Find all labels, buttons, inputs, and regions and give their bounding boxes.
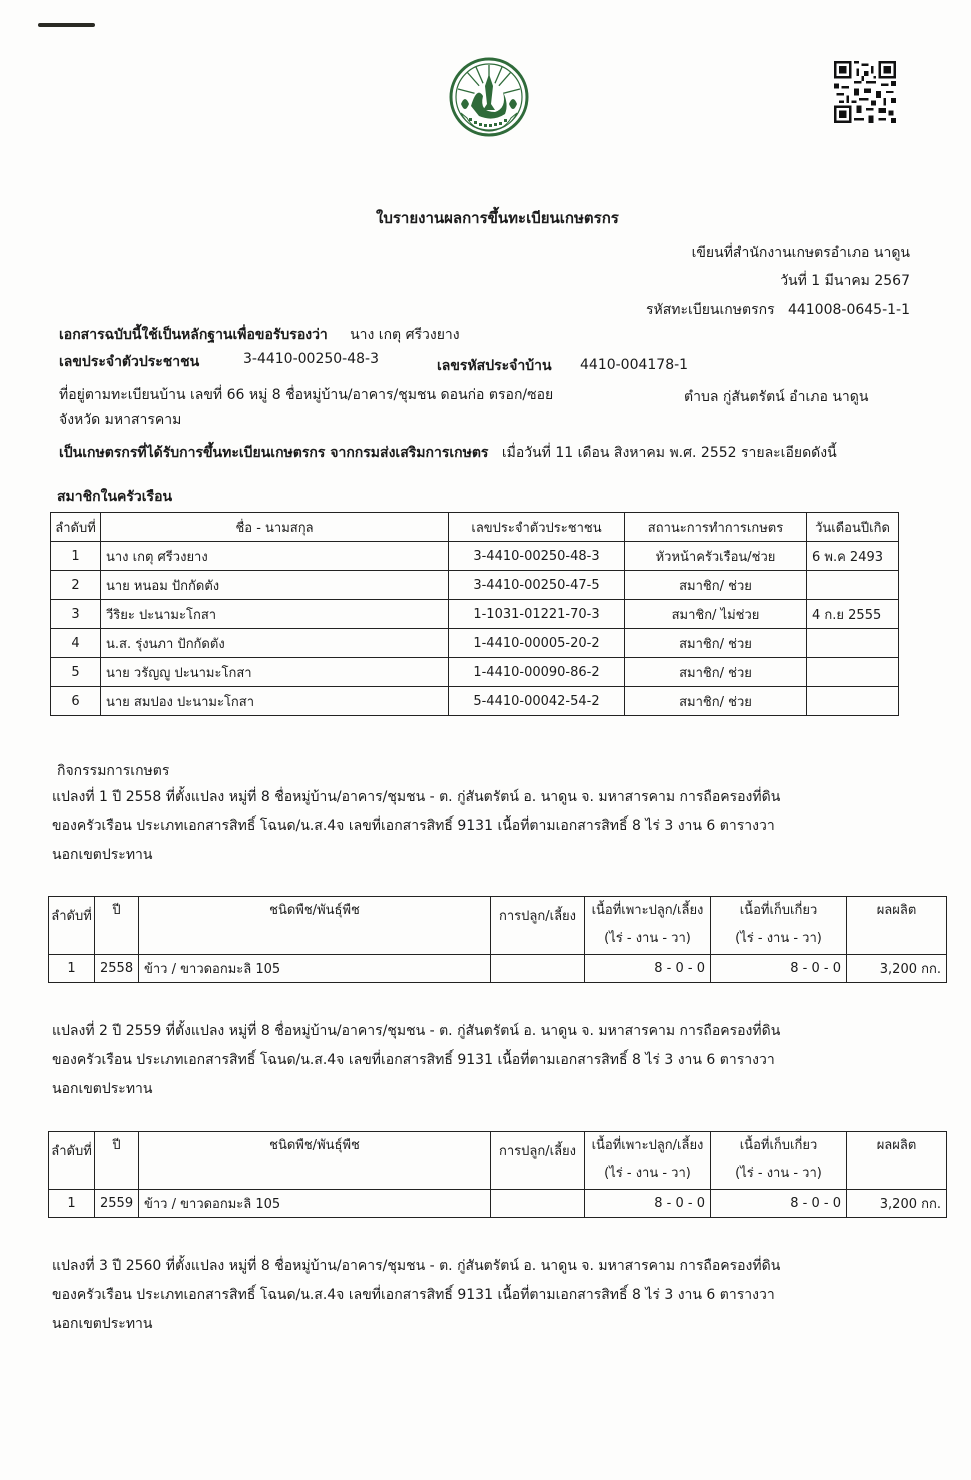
member-status: สมาชิก/ ช่วย xyxy=(625,571,807,600)
certification-label: เอกสารฉบับนี้ใช้เป็นหลักฐานเพื่อขอรับรองว่า xyxy=(59,327,328,343)
col-header-yield-label: ผลผลิต xyxy=(876,903,917,918)
crop-year: 2559 xyxy=(95,1190,139,1218)
table-header-row xyxy=(49,1132,947,1190)
col-header-harvest-area-label: เนื้อที่เก็บเกี่ยว xyxy=(739,903,818,918)
member-dob xyxy=(807,658,899,687)
crop-method xyxy=(491,1190,585,1218)
col-header-year xyxy=(95,897,139,955)
col-header-planted-area-label: เนื้อที่เพาะปลูก/เลี้ยง xyxy=(591,903,704,918)
member-dob xyxy=(807,629,899,658)
member-no: 1 xyxy=(51,542,101,571)
house-code-value: 4410-004178-1 xyxy=(580,357,689,373)
registration-code-label: รหัสทะเบียนเกษตรกร xyxy=(646,302,775,318)
table-row xyxy=(49,1190,947,1218)
member-name: นาย สมปอง ปะนามะโกสา xyxy=(101,687,449,716)
col-header-yield xyxy=(847,897,947,955)
table-row xyxy=(51,571,899,600)
address-subdistrict: ตำบล กู่สันตรัตน์ อำเภอ นาดูน xyxy=(684,389,869,405)
col-header-planted-area-unit: (ไร่ - งาน - วา) xyxy=(604,1166,691,1181)
registered-statement-text: เป็นเกษตรกรที่ได้รับการขึ้นทะเบียนเกษตรกร จากกรมส่งเสริมการเกษตร xyxy=(59,445,489,461)
crop-yield: 3,200 กก. xyxy=(847,955,947,983)
crop-harvest-area: 8 - 0 - 0 xyxy=(711,955,847,983)
registration-code-value: 441008-0645-1-1 xyxy=(787,302,910,318)
col-header-planted-area xyxy=(585,1132,711,1190)
member-citizen-id: 3-4410-00250-47-5 xyxy=(449,571,625,600)
member-citizen-id: 1-1031-01221-70-3 xyxy=(449,600,625,629)
member-citizen-id: 3-4410-00250-48-3 xyxy=(449,542,625,571)
member-dob xyxy=(807,571,899,600)
col-header-harvest-area xyxy=(711,1132,847,1190)
member-name: น.ส. รุ่งนภา ปักกัดตัง xyxy=(101,629,449,658)
col-header-method xyxy=(491,897,585,955)
member-no: 2 xyxy=(51,571,101,600)
col-header-planted-area-label: เนื้อที่เพาะปลูก/เลี้ยง xyxy=(591,1138,704,1153)
plot-description-line: นอกเขตประทาน xyxy=(52,1081,153,1097)
col-header-method xyxy=(491,1132,585,1190)
registration-code-line xyxy=(646,299,910,321)
plot-1-description xyxy=(52,783,780,870)
member-citizen-id: 5-4410-00042-54-2 xyxy=(449,687,625,716)
col-header-harvest-area-unit: (ไร่ - งาน - วา) xyxy=(735,931,822,946)
table-row xyxy=(49,955,947,983)
col-header-no xyxy=(49,897,95,955)
col-header-crop-label: ชนิดพืช/พันธุ์พืช xyxy=(269,903,360,918)
crop-no: 1 xyxy=(49,1190,95,1218)
col-header-planted-area-unit: (ไร่ - งาน - วา) xyxy=(604,931,691,946)
member-dob: 6 พ.ค 2493 xyxy=(807,542,899,571)
col-header-harvest-area xyxy=(711,897,847,955)
col-header-crop xyxy=(139,897,491,955)
crop-planted-area: 8 - 0 - 0 xyxy=(585,955,711,983)
activities-section-title: กิจกรรมการเกษตร xyxy=(57,763,170,779)
household-section-title: สมาชิกในครัวเรือน xyxy=(57,489,173,505)
document-title: ใบรายงานผลการขึ้นทะเบียนเกษตรกร xyxy=(376,209,619,227)
crop-name: ข้าว / ขาวดอกมะลิ 105 xyxy=(139,1190,491,1218)
table-row xyxy=(51,542,899,571)
crop-planted-area: 8 - 0 - 0 xyxy=(585,1190,711,1218)
col-header-yield xyxy=(847,1132,947,1190)
crop-harvest-area: 8 - 0 - 0 xyxy=(711,1190,847,1218)
plot-1-crop-table xyxy=(48,896,947,983)
plot-description-line: ของครัวเรือน ประเภทเอกสารสิทธิ์ โฉนด/น.ส.4จ เลขที่เอกสารสิทธิ์ 9131 เนื้อที่ตามเอกสารสิทธิ์ 8 ไร่ 3 งาน 6 ตารางวา xyxy=(52,1052,775,1068)
col-header-year xyxy=(95,1132,139,1190)
plot-2-description xyxy=(52,1017,780,1104)
table-header-row xyxy=(51,513,899,542)
member-name: นาง เกตุ ศรีวงยาง xyxy=(101,542,449,571)
top-margin-mark xyxy=(38,23,95,27)
member-status: สมาชิก/ ช่วย xyxy=(625,687,807,716)
registered-date: เมื่อวันที่ 11 เดือน สิงหาคม พ.ศ. 2552 รายละเอียดดังนี้ xyxy=(501,445,837,461)
member-name: วีริยะ ปะนามะโกสา xyxy=(101,600,449,629)
plot-2-crop-table xyxy=(48,1131,947,1218)
col-header-no-label: ลำดับที่ xyxy=(51,909,92,924)
crop-name: ข้าว / ขาวดอกมะลิ 105 xyxy=(139,955,491,983)
address-line: ที่อยู่ตามทะเบียนบ้าน เลขที่ 66 หมู่ 8 ชื่อหมู่บ้าน/อาคาร/ชุมชน ดอนก่อ ตรอก/ซอย xyxy=(59,387,554,403)
issue-date: วันที่ 1 มีนาคม 2567 xyxy=(780,273,910,289)
col-header-no xyxy=(49,1132,95,1190)
table-header-row xyxy=(49,897,947,955)
plot-description-line: ของครัวเรือน ประเภทเอกสารสิทธิ์ โฉนด/น.ส.4จ เลขที่เอกสารสิทธิ์ 9131 เนื้อที่ตามเอกสารสิทธิ์ 8 ไร่ 3 งาน 6 ตารางวา xyxy=(52,1287,775,1303)
member-status: สมาชิก/ ช่วย xyxy=(625,658,807,687)
plot-description-line: ของครัวเรือน ประเภทเอกสารสิทธิ์ โฉนด/น.ส.4จ เลขที่เอกสารสิทธิ์ 9131 เนื้อที่ตามเอกสารสิทธิ์ 8 ไร่ 3 งาน 6 ตารางวา xyxy=(52,818,775,834)
crop-yield: 3,200 กก. xyxy=(847,1190,947,1218)
member-no: 3 xyxy=(51,600,101,629)
table-row xyxy=(51,600,899,629)
crop-no: 1 xyxy=(49,955,95,983)
table-row xyxy=(51,658,899,687)
table-row xyxy=(51,687,899,716)
plot-description-line: แปลงที่ 1 ปี 2558 ที่ตั้งแปลง หมู่ที่ 8 ชื่อหมู่บ้าน/อาคาร/ชุมชน - ต. กู่สันตรัตน์ อ. นาดูน จ. มหาสารคาม การถือครองที่ดิน xyxy=(52,789,781,805)
col-header-name: ชื่อ - นามสกุล xyxy=(101,513,449,542)
department-emblem-logo xyxy=(449,56,529,138)
col-header-method-label: การปลูก/เลี้ยง xyxy=(499,909,576,924)
citizen-id-value: 3-4410-00250-48-3 xyxy=(243,351,380,367)
member-dob xyxy=(807,687,899,716)
col-header-dob: วันเดือนปีเกิด xyxy=(807,513,899,542)
col-header-status: สถานะการทำการเกษตร xyxy=(625,513,807,542)
col-header-planted-area xyxy=(585,897,711,955)
farmer-name: นาง เกตุ ศรีวงยาง xyxy=(350,327,460,343)
member-no: 6 xyxy=(51,687,101,716)
member-citizen-id: 1-4410-00090-86-2 xyxy=(449,658,625,687)
plot-description-line: แปลงที่ 2 ปี 2559 ที่ตั้งแปลง หมู่ที่ 8 ชื่อหมู่บ้าน/อาคาร/ชุมชน - ต. กู่สันตรัตน์ อ. นาดูน จ. มหาสารคาม การถือครองที่ดิน xyxy=(52,1023,781,1039)
member-name: นาย วรัญญู ปะนามะโกสา xyxy=(101,658,449,687)
plot-description-line: นอกเขตประทาน xyxy=(52,847,153,863)
qr-code xyxy=(834,60,896,124)
member-status: สมาชิก/ ไม่ช่วย xyxy=(625,600,807,629)
col-header-id: เลขประจำตัวประชาชน xyxy=(449,513,625,542)
plot-description-line: นอกเขตประทาน xyxy=(52,1316,153,1332)
plot-3-description xyxy=(52,1252,780,1339)
member-dob: 4 ก.ย 2555 xyxy=(807,600,899,629)
member-status: หัวหน้าครัวเรือน/ช่วย xyxy=(625,542,807,571)
citizen-id-label: เลขประจำตัวประชาชน xyxy=(59,354,200,370)
member-name: นาย หนอม ปักกัดตัง xyxy=(101,571,449,600)
col-header-crop-label: ชนิดพืช/พันธุ์พืช xyxy=(269,1138,360,1153)
province: จังหวัด มหาสารคาม xyxy=(59,412,182,428)
certification-line xyxy=(59,324,460,346)
crop-year: 2558 xyxy=(95,955,139,983)
written-at: เขียนที่สำนักงานเกษตรอำเภอ นาดูน xyxy=(691,245,910,261)
col-header-harvest-area-label: เนื้อที่เก็บเกี่ยว xyxy=(739,1138,818,1153)
crop-method xyxy=(491,955,585,983)
col-header-no-label: ลำดับที่ xyxy=(51,1144,92,1159)
member-no: 5 xyxy=(51,658,101,687)
col-header-year-label: ปี xyxy=(112,903,121,918)
member-status: สมาชิก/ ช่วย xyxy=(625,629,807,658)
member-no: 4 xyxy=(51,629,101,658)
col-header-harvest-area-unit: (ไร่ - งาน - วา) xyxy=(735,1166,822,1181)
house-code-label: เลขรหัสประจำบ้าน xyxy=(437,358,552,374)
col-header-crop xyxy=(139,1132,491,1190)
table-row xyxy=(51,629,899,658)
col-header-no: ลำดับที่ xyxy=(51,513,101,542)
plot-description-line: แปลงที่ 3 ปี 2560 ที่ตั้งแปลง หมู่ที่ 8 ชื่อหมู่บ้าน/อาคาร/ชุมชน - ต. กู่สันตรัตน์ อ. นาดูน จ. มหาสารคาม การถือครองที่ดิน xyxy=(52,1258,781,1274)
registered-statement xyxy=(59,442,837,464)
household-members-table xyxy=(50,512,899,716)
member-citizen-id: 1-4410-00005-20-2 xyxy=(449,629,625,658)
citizen-id-line xyxy=(59,351,199,373)
col-header-yield-label: ผลผลิต xyxy=(876,1138,917,1153)
col-header-method-label: การปลูก/เลี้ยง xyxy=(499,1144,576,1159)
col-header-year-label: ปี xyxy=(112,1138,121,1153)
